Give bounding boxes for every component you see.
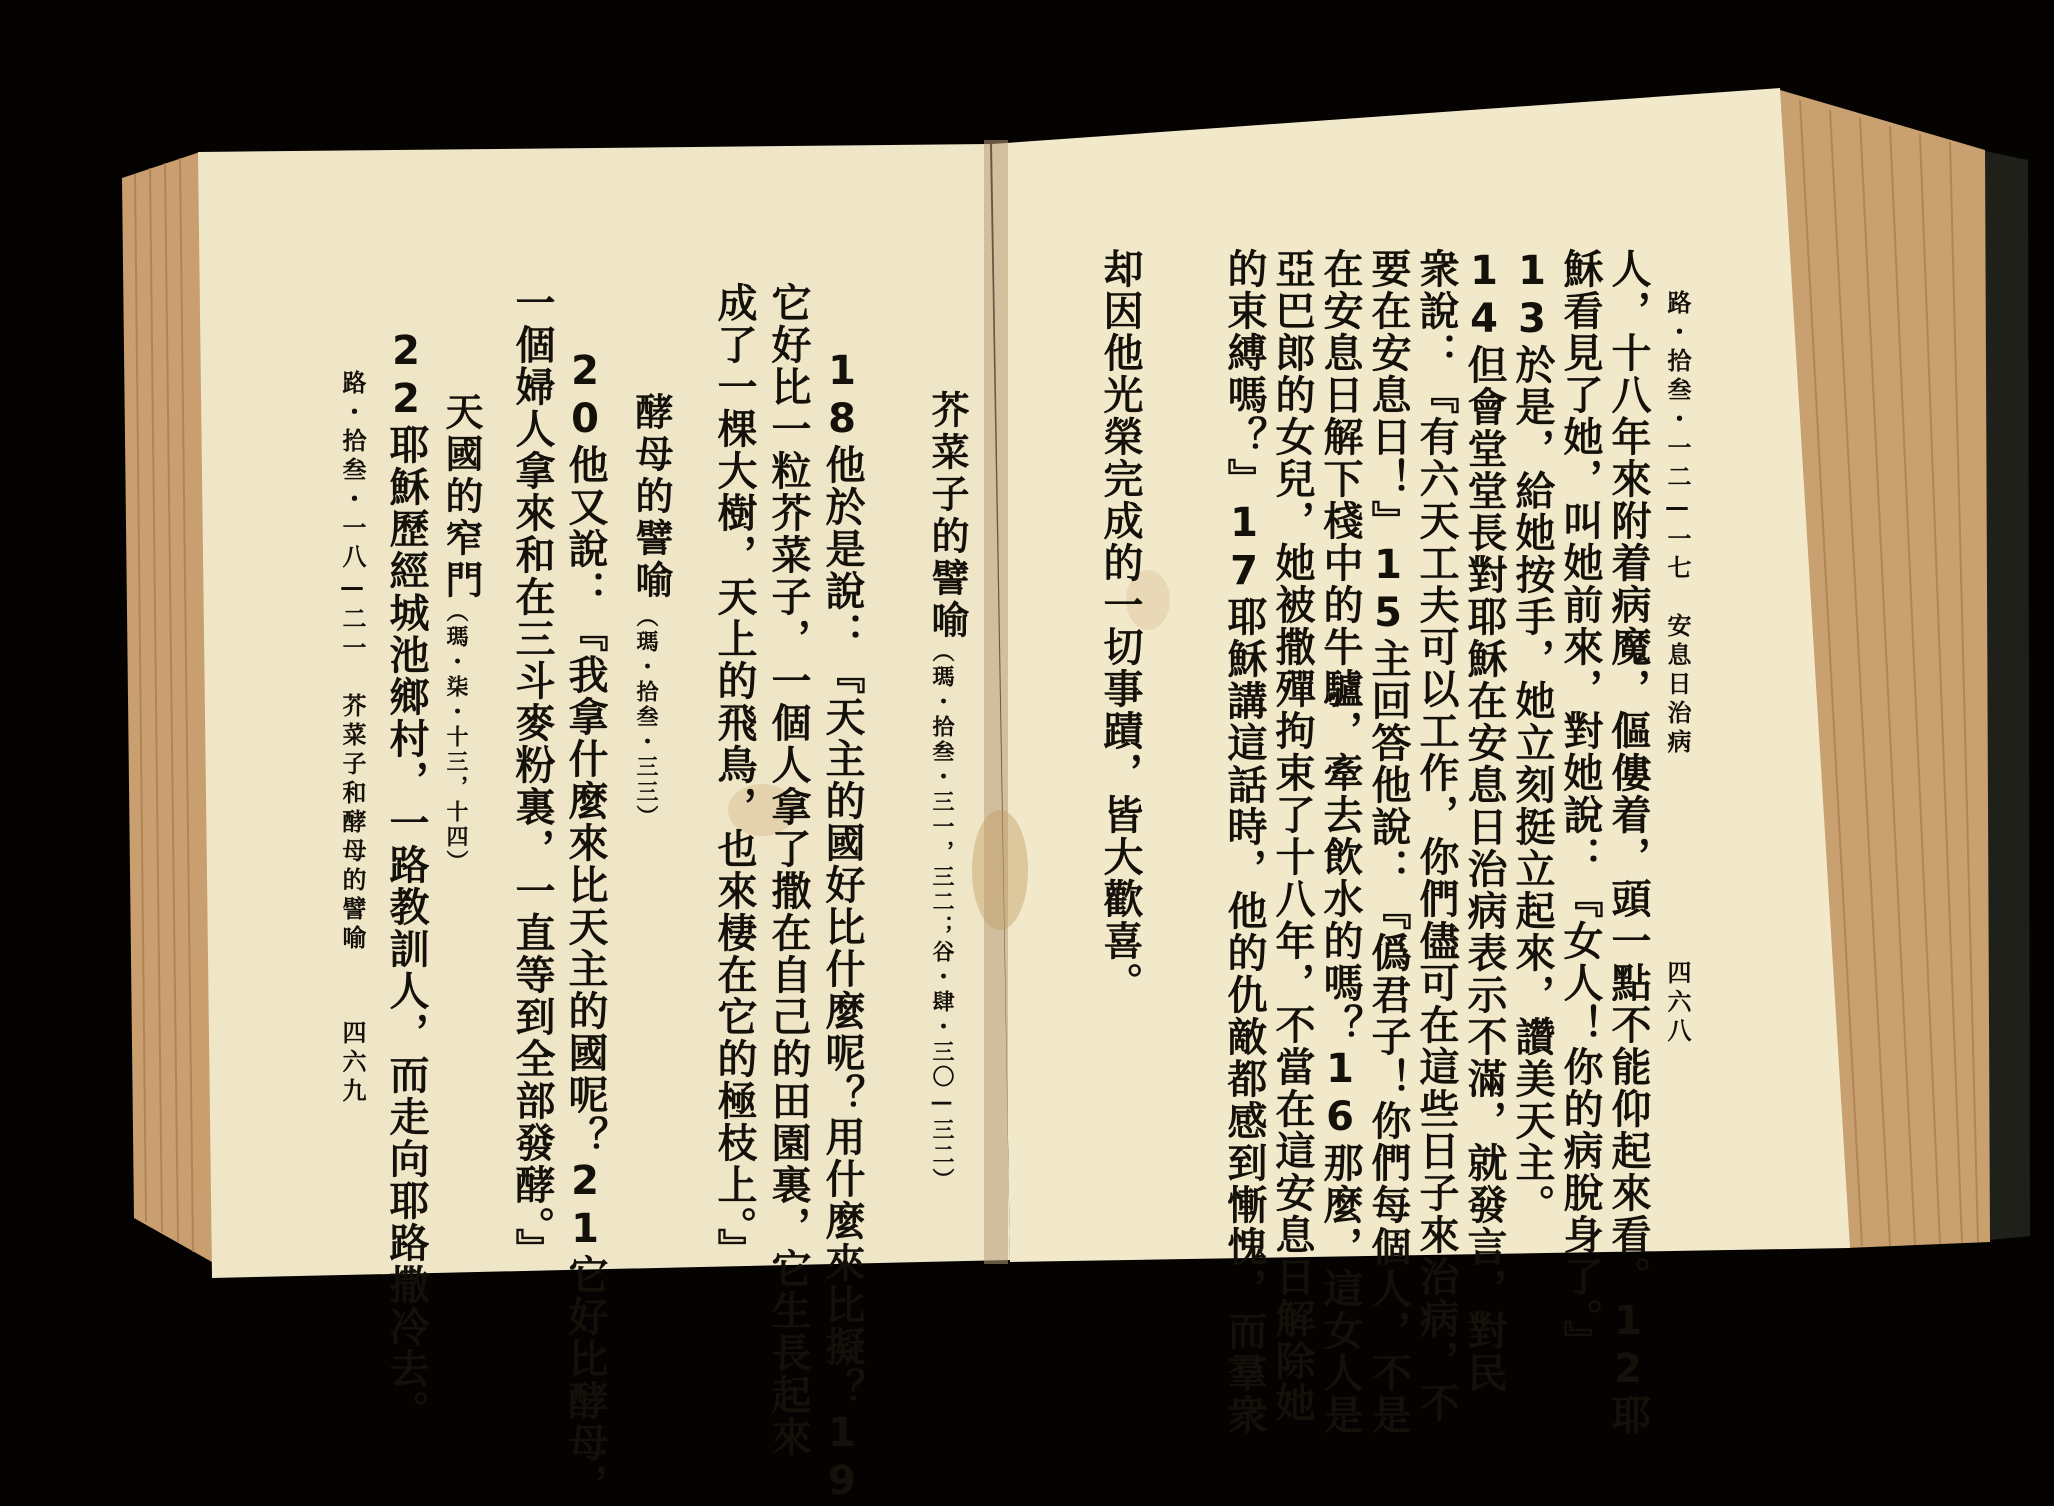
right-column-8: 亞巴郎的女兒，她被撒殫拘束了十八年，不當在這安息日解除她 <box>1269 248 1315 1424</box>
right-column-3: 13於是，給她按手，她立刻挺立起來，讚美天主。 <box>1509 248 1555 1226</box>
page-stain <box>972 810 1028 930</box>
right-column-5: 衆說：『有六天工夫可以工作，你們儘可在這些日子來治病，不 <box>1413 248 1459 1424</box>
left-column-2: 它好比一粒芥菜子，一個人拿了撒在自己的田園裏，它生長起來 <box>765 282 811 1458</box>
reference-narrow-gate: （瑪・柒・十三，十四） <box>443 600 468 875</box>
gutter-shadow <box>984 140 1008 1264</box>
left-column-3: 成了一棵大樹，天上的飛鳥，也來棲在它的極枝上。』 <box>711 282 757 1270</box>
left-column-4: 20他又說：『我拿什麼來比天主的國呢？21它好比酵母， <box>562 348 608 1506</box>
right-column-7: 在安息日解下棧中的牛驢，牽去飲水的嗎？16那麼，這女人是 <box>1317 248 1363 1436</box>
running-head-left: 路・拾叁・一八—二一 芥菜子和酵母的譬喻 <box>338 370 366 954</box>
heading-leaven: 酵母的譬喻 <box>629 392 673 602</box>
reference-leaven: （瑪・拾叁・三三） <box>633 605 658 830</box>
right-column-10: 却因他光榮完成的一切事蹟，皆大歡喜。 <box>1097 248 1143 1004</box>
reference-mustard-seed: （瑪・拾叁・三一，三二；谷・肆・三〇—三二） <box>929 640 954 1193</box>
page-number-left: 四六九 <box>338 1020 366 1107</box>
right-column-2: 穌看見了她，叫她前來，對她說：『女人！你的病脫身了。』 <box>1557 248 1603 1362</box>
running-head-right: 路・拾叁・一二—一七 安息日治病 <box>1663 290 1691 758</box>
left-column-6: 22耶穌歷經城池鄉村，一路教訓人，而走向耶路撒冷去。 <box>383 328 429 1432</box>
heading-narrow-gate: 天國的窄門 <box>439 392 483 602</box>
right-column-1: 人，十八年來附着病魔，傴僂着，頭一點不能仰起來看。12耶 <box>1605 248 1651 1436</box>
heading-mustard-seed: 芥菜子的譬喻 <box>925 390 969 642</box>
right-column-4: 14但會堂堂長對耶穌在安息日治病表示不滿，就發言，對民 <box>1461 248 1507 1394</box>
left-column-1: 18他於是說：『天主的國好比什麼呢？用什麼來比擬？19 <box>819 348 865 1506</box>
right-column-9: 的束縛嗎？』17耶穌講這話時，他的仇敵都感到慚愧，而羣衆 <box>1221 248 1267 1436</box>
page-number-right: 四六八 <box>1663 960 1691 1047</box>
right-column-6: 要在安息日！』15主回答他說：『僞君子！你們每個人，不是 <box>1365 248 1411 1436</box>
left-column-5: 一個婦人拿來和在三斗麥粉裏，一直等到全部發酵。』 <box>509 282 555 1270</box>
